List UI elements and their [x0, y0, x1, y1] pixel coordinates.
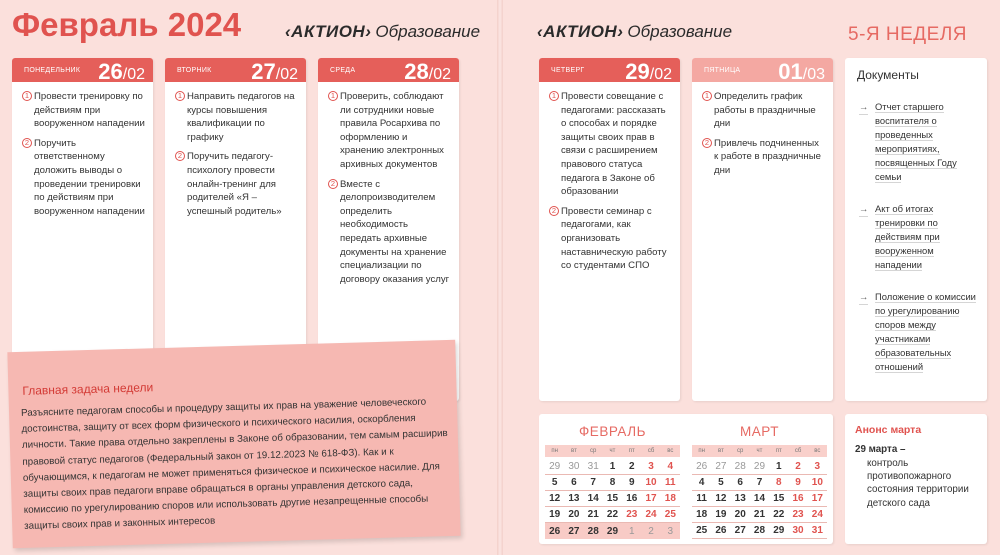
calendar-week: 11 12 13 14 15 16 17 [692, 491, 827, 507]
day-date: 26/02 [98, 59, 145, 84]
task-item: 1 Провести тренировку по действиям при вооруженном нападении [22, 90, 145, 131]
number-2-icon: 2 [549, 206, 559, 216]
task-item: 2 Вместе с делопроизводителем определить необходимость передать архивные документы на хранение специализации по договору оказания услуг [328, 178, 451, 287]
day-header [12, 58, 153, 82]
calendar-week: 4 5 6 7 8 9 10 [692, 475, 827, 491]
documents-card [845, 58, 987, 401]
calendar-weekdays: пн вт ср чт пт сб вс [692, 445, 827, 457]
day-name: ПЯТНИЦА [704, 67, 741, 74]
task-item: 2 Поручить ответственному доложить выводы о проведении тренировки по действиям при вооруженном нападении [22, 137, 145, 219]
calendar-week: 19 20 21 22 23 24 25 [545, 507, 680, 523]
calendar-week: 29 30 31 1 2 3 4 [545, 459, 680, 475]
day-card-friday [692, 58, 833, 401]
main-task-note [7, 340, 460, 548]
arrow-right-icon: → [859, 100, 868, 115]
task-item: 1 Направить педагогов на курсы повышения квалификации по графику [175, 90, 298, 144]
arrow-right-icon: → [859, 290, 868, 305]
task-item: 1 Провести совещание с педагогами: рассказать о способах и порядке защиты своих прав в связи с расширением правового статуса педагога в Законе об образовании [549, 90, 672, 199]
calendar-february [539, 414, 686, 539]
week-label: 5-Я НЕДЕЛЯ [848, 24, 968, 45]
number-1-icon: 1 [175, 91, 185, 101]
brand-edu: Образование [375, 22, 481, 41]
number-2-icon: 2 [175, 151, 185, 161]
day-header [318, 58, 459, 82]
day-date: 28/02 [404, 59, 451, 84]
calendar-month-title: ФЕВРАЛЬ [579, 424, 646, 439]
brand-name: ‹АКТИОН› [537, 22, 624, 41]
announcement-card [845, 414, 987, 544]
number-2-icon: 2 [22, 138, 32, 148]
task-item: 2 Привлечь подчиненных к работе в праздничные дни [702, 137, 825, 178]
calendar-week: 12 13 14 15 16 17 18 [545, 491, 680, 507]
brand-name: ‹АКТИОН› [285, 22, 372, 41]
calendar-week: 18 19 20 21 22 23 24 [692, 507, 827, 523]
day-date: 01/03 [778, 59, 825, 84]
announcement-date: 29 марта – [855, 444, 906, 455]
number-2-icon: 2 [328, 179, 338, 189]
day-card-thursday [539, 58, 680, 401]
announcement-text: контроль противопожарного состояния территории детского сада [867, 458, 969, 509]
brand-logo-right [537, 22, 732, 42]
calendar-march [686, 414, 833, 539]
brand-edu: Образование [627, 22, 733, 41]
number-2-icon: 2 [702, 138, 712, 148]
day-date: 29/02 [625, 59, 672, 84]
day-header [165, 58, 306, 82]
arrow-right-icon: → [859, 202, 868, 217]
number-1-icon: 1 [549, 91, 559, 101]
brand-logo-left [285, 22, 480, 42]
task-item: 2 Провести семинар с педагогами, как организовать наставническую работу со студентами СПО [549, 205, 672, 273]
task-item: 1 Определить график работы в праздничные дни [702, 90, 825, 131]
main-task-heading: Главная задача недели [22, 380, 154, 398]
document-item: → Отчет старшего воспитателя о проведенных мероприятиях, посвященных Году семьи [859, 101, 957, 182]
task-item: 2 Поручить педагогу-психологу провести онлайн-тренинг для родителей «Я – успешный родитель» [175, 150, 298, 218]
number-1-icon: 1 [702, 91, 712, 101]
calendar-week: 26 27 28 29 1 2 3 [692, 459, 827, 475]
day-header [539, 58, 680, 82]
calendar-month-title: МАРТ [740, 424, 779, 439]
number-1-icon: 1 [328, 91, 338, 101]
announcement-heading: Анонс марта [855, 424, 922, 436]
page-gutter [497, 0, 503, 555]
main-task-text: Разъясните педагогам способы и процедуру защиты их прав на уважение человеческого достоинства, защиту от всех форм физического и психического насилия, оскорбления личности. Такие права отдельно закреплены в Законе об образовании, тем самым расширив правовой статус педагогов (Федеральный закон от 19.12.2023 № 618-ФЗ). Как и к обучающимся, к педагогам не может применяться физическое и психическое насилие. Для защиты своих прав педагоги вправе обращаться в органы управления детского сада, комиссию по урегулированию споров или использовать другие незапрещенные способы защиты своих прав и законных интересов [20, 396, 448, 533]
calendar-week: 25 26 27 28 29 30 31 [692, 523, 827, 539]
documents-title: Документы [857, 68, 919, 82]
calendar-week: 5 6 7 8 9 10 11 [545, 475, 680, 491]
calendar-weekdays: пн вт ср чт пт сб вс [545, 445, 680, 457]
day-name: СРЕДА [330, 67, 356, 74]
document-item: → Положение о комиссии по урегулированию споров между участниками образовательных отношений [859, 291, 976, 372]
number-1-icon: 1 [22, 91, 32, 101]
day-name: ВТОРНИК [177, 67, 212, 74]
day-header [692, 58, 833, 82]
document-item: → Акт об итогах тренировки по действиям при вооруженном нападении [859, 203, 940, 270]
month-title: Февраль 2024 [12, 6, 242, 43]
task-item: 1 Проверить, соблюдают ли сотрудники новые правила Росархива по оформлению и хранению электронных архивных документов [328, 90, 451, 172]
mini-calendars [539, 414, 833, 544]
day-date: 27/02 [251, 59, 298, 84]
calendar-week-current: 26 27 28 29 1 2 3 [545, 523, 680, 539]
day-name: ЧЕТВЕРГ [551, 67, 585, 74]
day-name: ПОНЕДЕЛЬНИК [24, 67, 81, 74]
